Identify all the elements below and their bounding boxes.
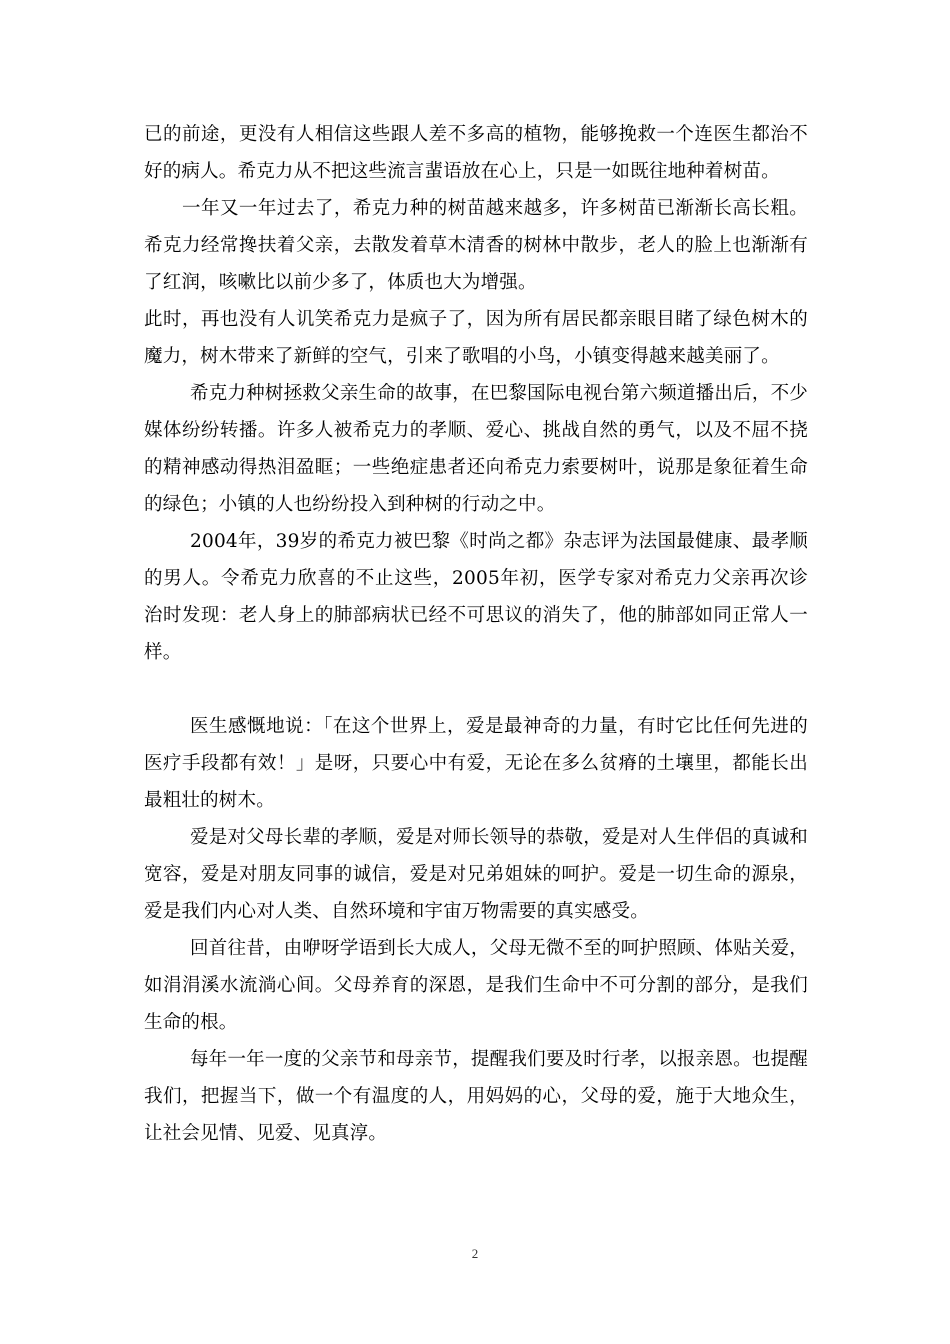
paragraph-2: 一年又一年过去了，希克力种的树苗越来越多，许多树苗已渐渐长高长粗。希克力经常搀扶着父亲，去散发着草木清香的树林中散步，老人的脸上也渐渐有了红润，咳嗽比以前少多了，体质也大为增强。 (144, 198, 808, 293)
paragraph-9: 每年一年一度的父亲节和母亲节，提醒我们要及时行孝，以报亲恩。也提醒我们，把握当下，做一个有温度的人，用妈妈的心，父母的爱，施于大地众生，让社会见情、见爱、见真淳。 (144, 1049, 808, 1144)
paragraph-7: 爱是对父母长辈的孝顺，爱是对师长领导的恭敬，爱是对人生伴侣的真诚和宽容，爱是对朋友同事的诚信，爱是对兄弟姐妹的呵护。爱是一切生命的源泉，爱是我们内心对人类、自然环境和宇宙万物需要的真实感受。 (144, 827, 808, 922)
body-text (144, 116, 808, 1152)
paragraph-4: 希克力种树拯救父亲生命的故事，在巴黎国际电视台第六频道播出后，不少媒体纷纷转播。许多人被希克力的孝顺、爱心、挑战自然的勇气，以及不屈不挠的精神感动得热泪盈眶；一些绝症患者还向希克力索要树叶，说那是象征着生命的绿色；小镇的人也纷纷投入到种树的行动之中。 (144, 383, 808, 515)
paragraph-1: 已的前途，更没有人相信这些跟人差不多高的植物，能够挽救一个连医生都治不好的病人。希克力从不把这些流言蜚语放在心上，只是一如既往地种着树苗。 (144, 124, 808, 182)
paragraph-8: 回首往昔，由咿呀学语到长大成人，父母无微不至的呵护照顾、体贴关爱，如涓涓溪水流淌心间。父母养育的深恩，是我们生命中不可分割的部分，是我们生命的根。 (144, 938, 808, 1033)
page-number: 2 (471, 1246, 479, 1261)
paragraph-5: 2004年，39岁的希克力被巴黎《时尚之都》杂志评为法国最健康、最孝顺的男人。令希克力欣喜的不止这些，2005年初，医学专家对希克力父亲再次诊治时发现：老人身上的肺部病状已经不可思议的消失了，他的肺部如同正常人一样。 (144, 531, 808, 663)
paragraph-6: 医生感慨地说：「在这个世界上，爱是最神奇的力量，有时它比任何先进的医疗手段都有效！」是呀，只要心中有爱，无论在多么贫瘠的土壤里，都能长出最粗壮的树木。 (144, 716, 808, 811)
paragraph-3: 此时，再也没有人讥笑希克力是疯子了，因为所有居民都亲眼目睹了绿色树木的魔力，树木带来了新鲜的空气，引来了歌唱的小鸟，小镇变得越来越美丽了。 (144, 309, 808, 367)
paragraph-gap (144, 671, 808, 708)
